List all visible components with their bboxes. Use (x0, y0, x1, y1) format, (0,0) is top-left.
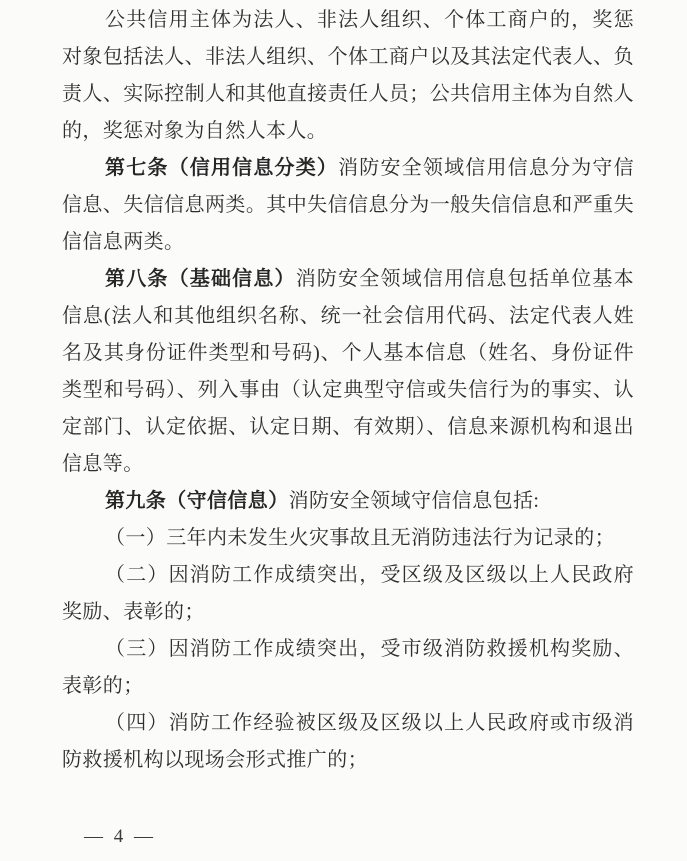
paragraph-text: （三）因消防工作成绩突出，受市级消防救援机构奖励、表彰的； (62, 638, 634, 697)
list-item-1 (62, 520, 634, 557)
article-9-heading: 第九条（守信信息） (105, 490, 289, 512)
article-9-paragraph (62, 483, 634, 520)
list-item-2 (62, 557, 634, 631)
paragraph-text: 消防安全领域信用信息分为守信信息、失信信息两类。其中失信信息分为一般失信信息和严重失信信息两类。 (62, 157, 634, 253)
article-8-heading: 第八条（基础信息） (105, 268, 296, 290)
list-item-4 (62, 705, 634, 779)
article-8-paragraph (62, 261, 634, 483)
article-7-heading: 第七条（信用信息分类） (105, 157, 339, 179)
intro-paragraph (62, 2, 634, 150)
paragraph-text: 消防安全领域守信信息包括: (288, 490, 540, 512)
paragraph-text: 消防安全领域信用信息包括单位基本信息(法人和其他组织名称、统一社会信用代码、法定代表人姓名及其身份证件类型和号码)、个人基本信息（姓名、身份证件类型和号码）、列入事由（认定典型守信或失信行为的事实、认定部门、认定依据、认定日期、有效期）、信息来源机构和退出信息等。 (62, 268, 634, 475)
paragraph-text: （二）因消防工作成绩突出，受区级及区级以上人民政府奖励、表彰的； (62, 564, 634, 623)
paragraph-text: 公共信用主体为法人、非法人组织、个体工商户的，奖惩对象包括法人、非法人组织、个体工商户以及其法定代表人、负责人、实际控制人和其他直接责任人员；公共信用主体为自然人的，奖惩对象为自然人本人。 (62, 9, 634, 142)
page-number: — 4 — (84, 826, 156, 847)
paragraph-text: （一）三年内未发生火灾事故且无消防违法行为记录的； (105, 527, 615, 549)
list-item-3 (62, 631, 634, 705)
paragraph-text: （四）消防工作经验被区级及区级以上人民政府或市级消防救援机构以现场会形式推广的； (62, 712, 634, 771)
article-7-paragraph (62, 150, 634, 261)
